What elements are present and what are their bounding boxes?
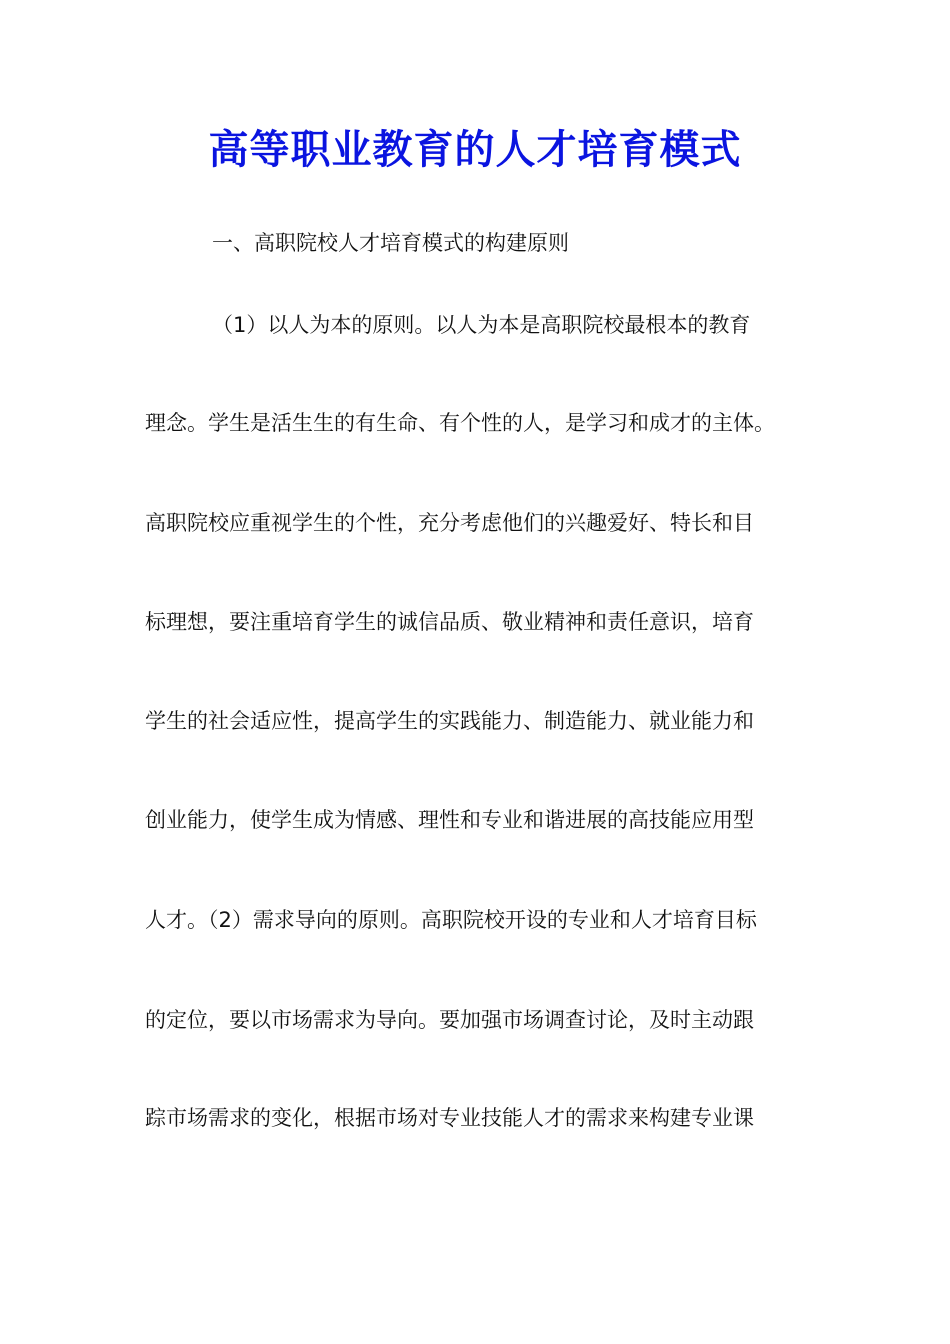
paragraph-line: 学生的社会适应性，提高学生的实践能力、制造能力、就业能力和 <box>145 709 754 733</box>
paragraph-line: （1）以人为本的原则。以人为本是高职院校最根本的教育 <box>212 313 751 337</box>
paragraph-line: 高职院校应重视学生的个性，充分考虑他们的兴趣爱好、特长和目 <box>145 511 754 535</box>
paragraph-line: 踪市场需求的变化，根据市场对专业技能人才的需求来构建专业课 <box>145 1106 754 1130</box>
paragraph-line: 理念。学生是活生生的有生命、有个性的人，是学习和成才的主体。 <box>145 411 775 435</box>
paragraph-line: 的定位，要以市场需求为导向。要加强市场调查讨论，及时主动跟 <box>145 1008 754 1032</box>
paragraph-line: 创业能力，使学生成为情感、理性和专业和谐进展的高技能应用型 <box>145 808 754 832</box>
paragraph-line: 标理想，要注重培育学生的诚信品质、敬业精神和责任意识，培育 <box>145 610 754 634</box>
document-title: 高等职业教育的人才培育模式 <box>208 126 742 173</box>
paragraph-line: 人才。（2）需求导向的原则。高职院校开设的专业和人才培育目标 <box>145 908 757 932</box>
section-heading: 一、高职院校人才培育模式的构建原则 <box>212 231 569 255</box>
